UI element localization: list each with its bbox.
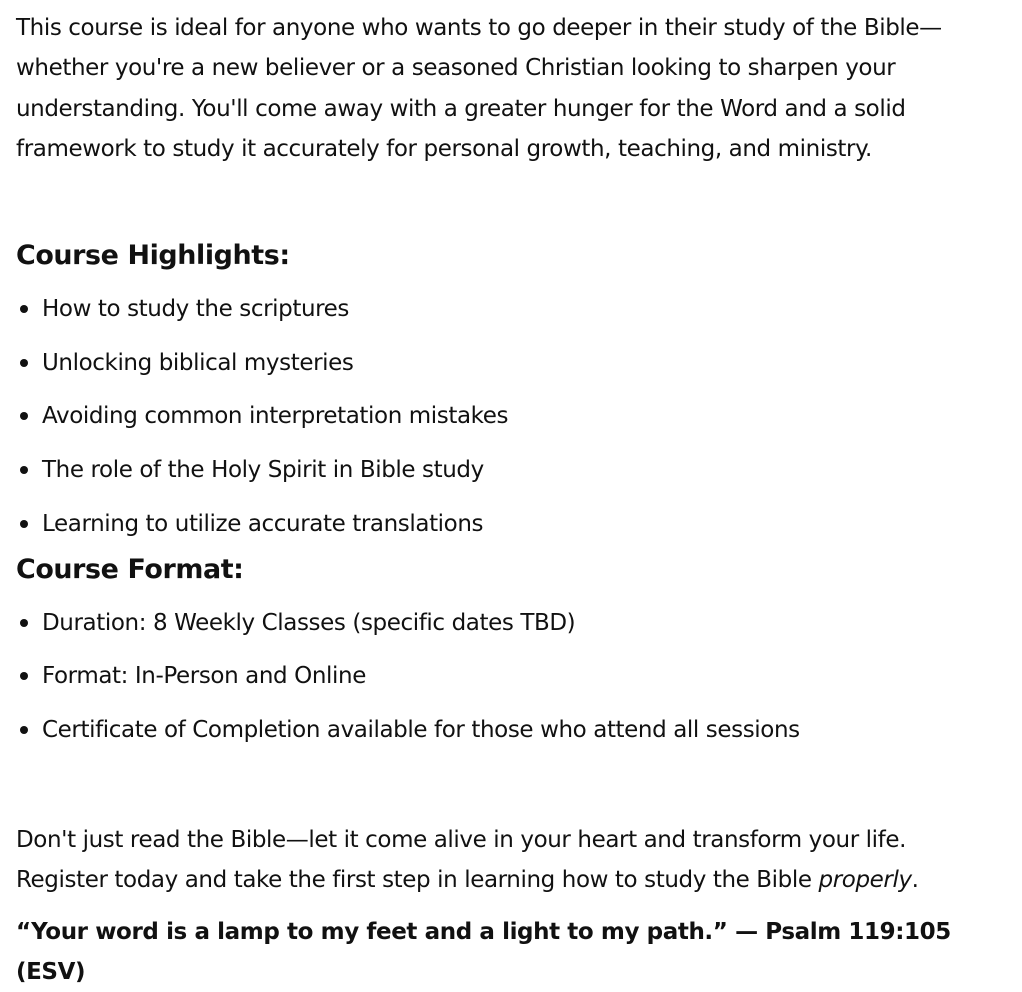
list-item (16, 710, 1006, 750)
list-item-text: Format: In-Person and Online (42, 663, 366, 690)
bullet-icon (20, 672, 28, 680)
highlights-heading: Course Highlights: (16, 240, 290, 272)
bullet-icon (20, 305, 28, 313)
bullet-icon (20, 412, 28, 420)
list-item (16, 289, 1006, 329)
bullet-icon (20, 520, 28, 528)
list-item-text: Unlocking biblical mysteries (42, 349, 354, 376)
list-item-text: Avoiding common interpretation mistakes (42, 403, 509, 430)
format-list (16, 603, 1006, 750)
closing-line-2-period: . (911, 867, 919, 894)
closing-emphasis: properly (818, 867, 912, 894)
bullet-icon (20, 726, 28, 734)
closing-paragraph (16, 820, 1006, 901)
format-heading: Course Format: (16, 553, 244, 585)
list-item-text: Learning to utilize accurate translations (42, 510, 484, 537)
list-item (16, 504, 1006, 544)
list-item-text: How to study the scriptures (42, 296, 349, 323)
list-item (16, 603, 1006, 643)
bullet-icon (20, 619, 28, 627)
intro-paragraph: This course is ideal for anyone who wants to go deeper in their study of the Bible—whether you're a new believer or a seasoned Christian looking to sharpen your understanding. You'll come away with a greater hunger for the Word and a solid framework to study it accurately for personal growth, teaching, and ministry. (16, 15, 942, 162)
highlights-list (16, 289, 1006, 543)
closing-line-2 (16, 867, 919, 893)
list-item (16, 396, 1006, 436)
list-item (16, 656, 1006, 696)
bullet-icon (20, 359, 28, 367)
closing-line-1: Don't just read the Bible—let it come alive in your heart and transform your life. (16, 826, 907, 853)
list-item-text: Certificate of Completion available for those who attend all sessions (42, 716, 800, 743)
scripture-quote: “Your word is a lamp to my feet and a light to my path.” — Psalm 119:105 (ESV) (16, 919, 951, 986)
list-item-text: Duration: 8 Weekly Classes (specific dates TBD) (42, 609, 576, 636)
list-item (16, 450, 1006, 490)
bullet-icon (20, 466, 28, 474)
list-item-text: The role of the Holy Spirit in Bible study (42, 456, 484, 483)
list-item (16, 343, 1006, 383)
closing-line-2-text: Register today and take the first step in learning how to study the Bible (16, 867, 819, 894)
